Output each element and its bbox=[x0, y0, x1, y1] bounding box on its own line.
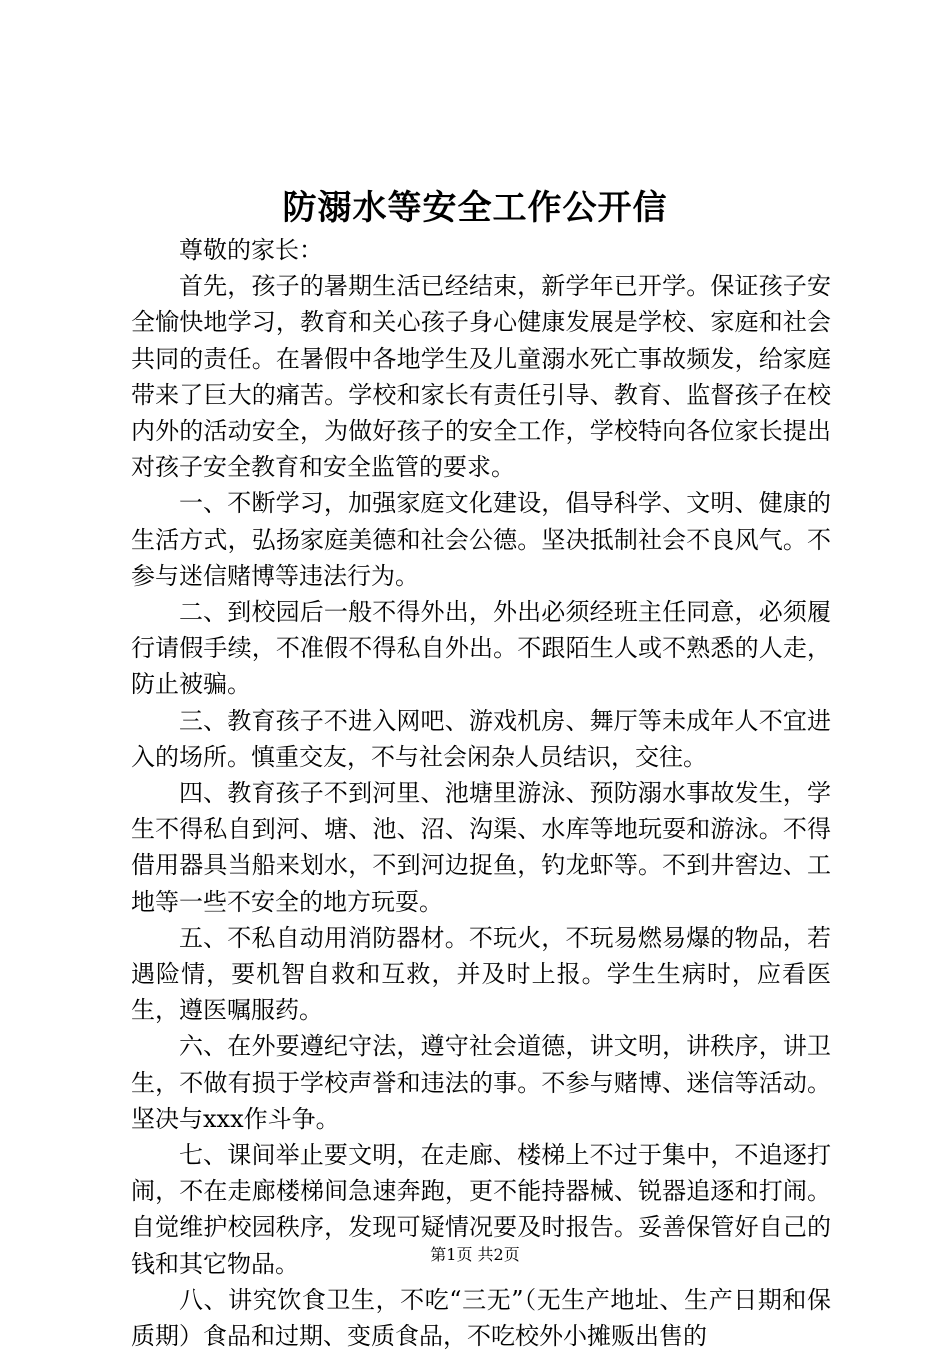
paragraph-item-5: 五、不私自动用消防器材。不玩火，不玩易燃易爆的物品，若遇险情，要机智自救和互救，并及时上报。学生生病时，应看医生，遵医嘱服药。 bbox=[131, 923, 831, 1025]
paragraph-intro: 首先，孩子的暑期生活已经结束，新学年已开学。保证孩子安全愉快地学习，教育和关心孩子身心健康发展是学校、家庭和社会共同的责任。在暑假中各地学生及儿童溺水死亡事故频发，给家庭带来了巨大的痛苦。学校和家长有责任引导、教育、监督孩子在校内外的活动安全，为做好孩子的安全工作，学校特向各位家长提出对孩子安全教育和安全监管的要求。 bbox=[131, 272, 831, 482]
paragraph-item-1: 一、不断学习，加强家庭文化建设，倡导科学、文明、健康的生活方式，弘扬家庭美德和社会公德。坚决抵制社会不良风气。不参与迷信赌博等违法行为。 bbox=[131, 489, 831, 590]
paragraph-item-7: 七、课间举止要文明，在走廊、楼梯上不过于集中，不追逐打闹，不在走廊楼梯间急速奔跑，更不能持器械、锐器追逐和打闹。自觉维护校园秩序，发现可疑情况要及时报告。妥善保管好自己的钱和其它物品。 bbox=[131, 1141, 831, 1278]
paragraph-item-6: 六、在外要遵纪守法，遵守社会道德，讲文明，讲秩序，讲卫生，不做有损于学校声誉和违法的事。不参与赌博、迷信等活动。坚决与xxx作斗争。 bbox=[131, 1032, 831, 1133]
paragraph-item-8: 八、讲究饮食卫生，不吃“三无”（无生产地址、生产日期和保质期）食品和过期、变质食品，不吃校外小摊贩出售的 bbox=[131, 1285, 831, 1351]
page-number-footer: 第1页 共2页 bbox=[430, 1245, 520, 1264]
document-body bbox=[131, 232, 831, 1354]
paragraph-item-4: 四、教育孩子不到河里、池塘里游泳、预防溺水事故发生，学生不得私自到河、塘、池、沼、沟渠、水库等地玩耍和游泳。不得借用器具当船来划水，不到河边捉鱼，钓龙虾等。不到井窖边、工地等一些不安全的地方玩耍。 bbox=[131, 779, 831, 916]
document-title: 防溺水等安全工作公开信 bbox=[282, 188, 668, 228]
salutation: 尊敬的家长： bbox=[179, 236, 323, 264]
paragraph-item-2: 二、到校园后一般不得外出，外出必须经班主任同意，必须履行请假手续，不准假不得私自外出。不跟陌生人或不熟悉的人走，防止被骗。 bbox=[131, 598, 831, 699]
paragraph-item-3: 三、教育孩子不进入网吧、游戏机房、舞厅等未成年人不宜进入的场所。慎重交友，不与社会闲杂人员结识，交往。 bbox=[131, 706, 831, 771]
